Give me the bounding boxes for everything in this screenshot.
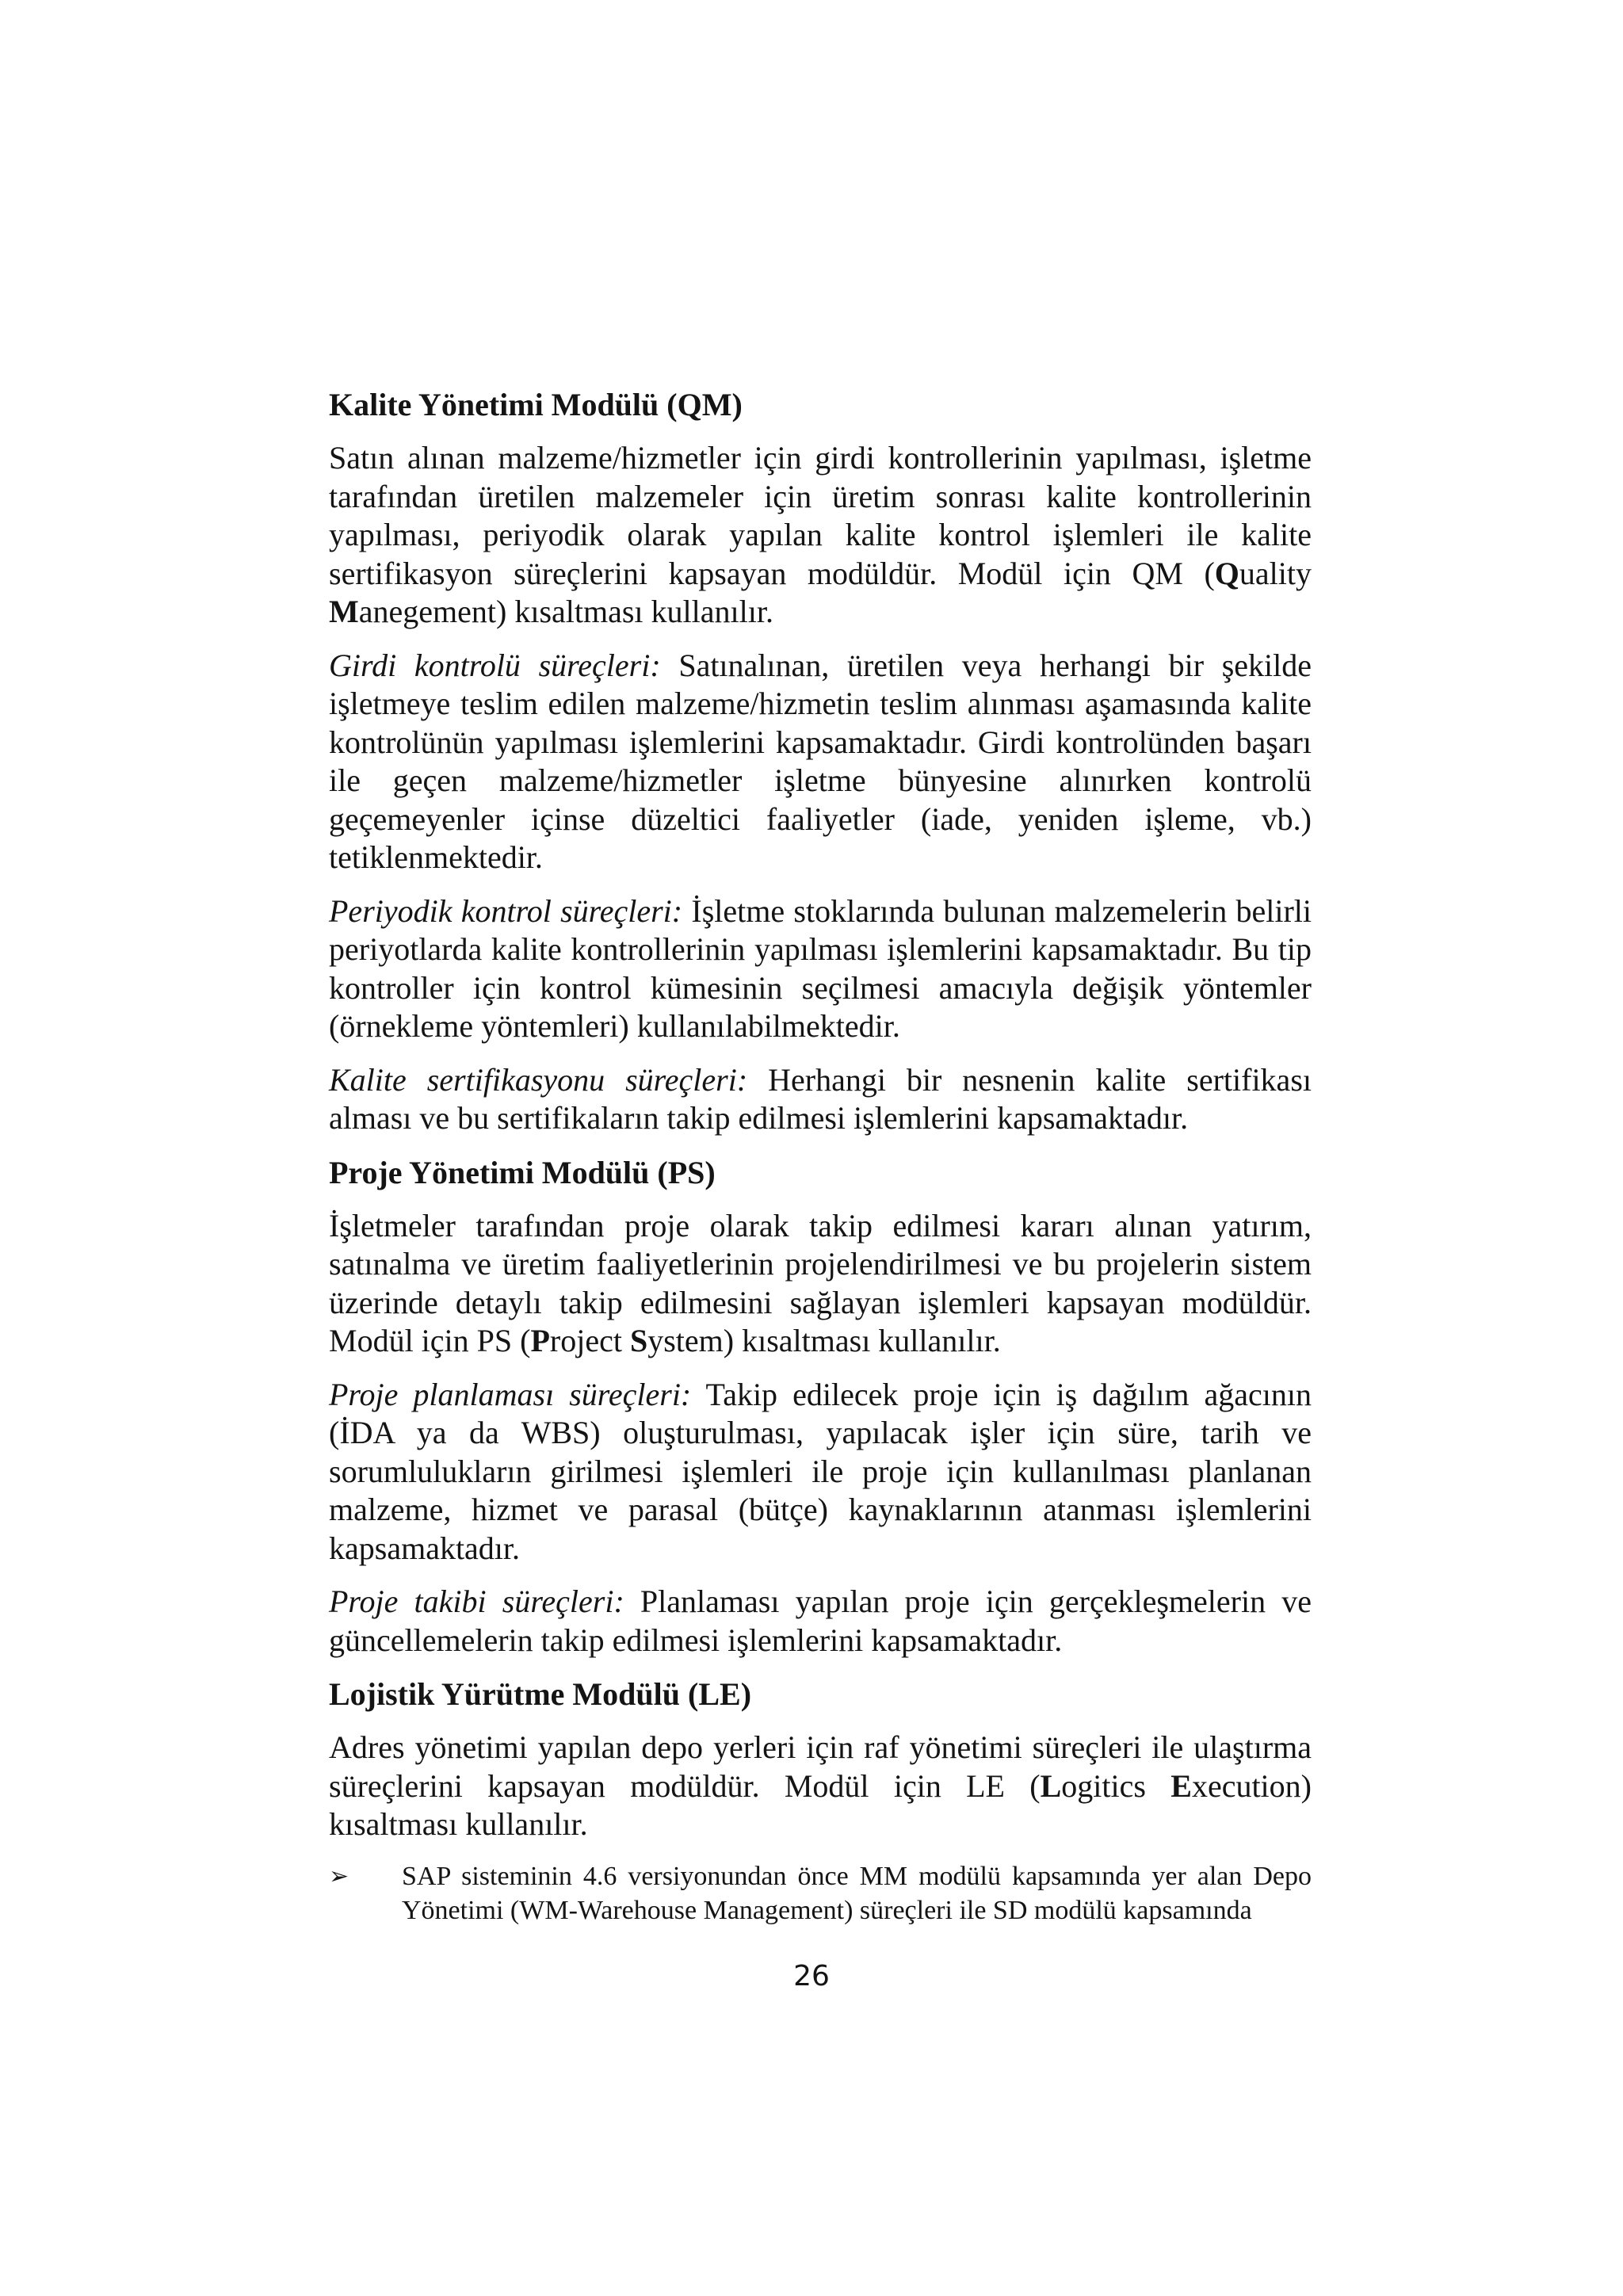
ps-takip-paragraph: Proje takibi süreçleri: Planlaması yapılan proje için gerçekleşmelerin ve güncellemelerin takip edilmesi işlemlerini kapsamaktadır. [329, 1584, 1312, 1658]
ps-takip-title: Proje takibi süreçleri: [329, 1584, 624, 1619]
le-bullet-item [329, 1859, 1312, 1927]
le-intro-paragraph: Adres yönetimi yapılan depo yerleri için raf yönetimi süreçleri ile ulaştırma süreçlerini kapsayan modüldür. Modül için LE (Logitics Execution) kısaltması kullanılır. [329, 1729, 1312, 1842]
qm-periyodik-paragraph: Periyodik kontrol süreçleri: İşletme stoklarında bulunan malzemelerin belirli periyotlarda kalite kontrollerinin yapılması işlemlerini kapsamaktadır. Bu tip kontroller için kontrol kümesinin seçilmesi amacıyla değişik yöntemler (örnekleme yöntemleri) kullanılabilmektedir. [329, 892, 1312, 1044]
le-heading: Lojistik Yürütme Modülü (LE) [329, 1676, 752, 1712]
qm-girdi-paragraph: Girdi kontrolü süreçleri: Satınalınan, üretilen veya herhangi bir şekilde işletmeye teslim edilen malzeme/hizmetin teslim alınması aşamasında kalite kontrolünün yapılması işlemlerini kapsamaktadır. Girdi kontrolünden başarı ile geçen malzeme/hizmetler işletme bünyesine alınırken kontrolü geçemeyenler içinse düzeltici faaliyetler (iade, yeniden işleme, vb.) tetiklenmektedir. [329, 647, 1312, 875]
qm-sertifikasyon-paragraph: Kalite sertifikasyonu süreçleri: Herhangi bir nesnenin kalite sertifikası alması ve bu sertifikaların takip edilmesi işlemlerini kapsamaktadır. [329, 1061, 1312, 1136]
ps-intro-paragraph: İşletmeler tarafından proje olarak takip edilmesi kararı alınan yatırım, satınalma ve üretim faaliyetlerinin projelendirilmesi ve bu projelerin sistem üzerinde detaylı takip edilmesini sağlayan işlemleri kapsayan modüldür. Modül için PS (Project System) kısaltması kullanılır. [329, 1207, 1312, 1358]
ps-planlama-title: Proje planlaması süreçleri: [329, 1376, 692, 1412]
page-number: 26 [793, 1960, 830, 1992]
le-bullet-text: SAP sisteminin 4.6 versiyonundan önce MM modülü kapsamında yer alan Depo Yönetimi (WM-Warehouse Management) süreçleri ile SD modülü kapsamında [402, 1861, 1312, 1925]
qm-girdi-title: Girdi kontrolü süreçleri: [329, 647, 661, 683]
qm-sertifikasyon-title: Kalite sertifikasyonu süreçleri: [329, 1061, 748, 1098]
qm-heading: Kalite Yönetimi Modülü (QM) [329, 387, 743, 422]
arrow-bullet-icon: ➢ [329, 1862, 349, 1890]
page-body [329, 385, 1312, 1927]
ps-heading: Proje Yönetimi Modülü (PS) [329, 1154, 716, 1190]
qm-intro-paragraph: Satın alınan malzeme/hizmetler için girdi kontrollerinin yapılması, işletme tarafından üretilen malzemeler için üretim sonrası kalite kontrollerinin yapılması, periyodik olarak yapılan kalite kontrol işlemleri ile kalite sertifikasyon süreçlerini kapsayan modüldür. Modül için QM (Quality Manegement) kısaltması kullanılır. [329, 440, 1312, 629]
ps-planlama-paragraph: Proje planlaması süreçleri: Takip edilecek proje için iş dağılım ağacının (İDA ya da WBS) oluşturulması, yapılacak işler için süre, tarih ve sorumlulukların girilmesi işlemleri ile proje için kullanılması planlanan malzeme, hizmet ve parasal (bütçe) kaynaklarının atanması işlemlerini kapsamaktadır. [329, 1376, 1312, 1566]
qm-periyodik-title: Periyodik kontrol süreçleri: [329, 892, 683, 929]
